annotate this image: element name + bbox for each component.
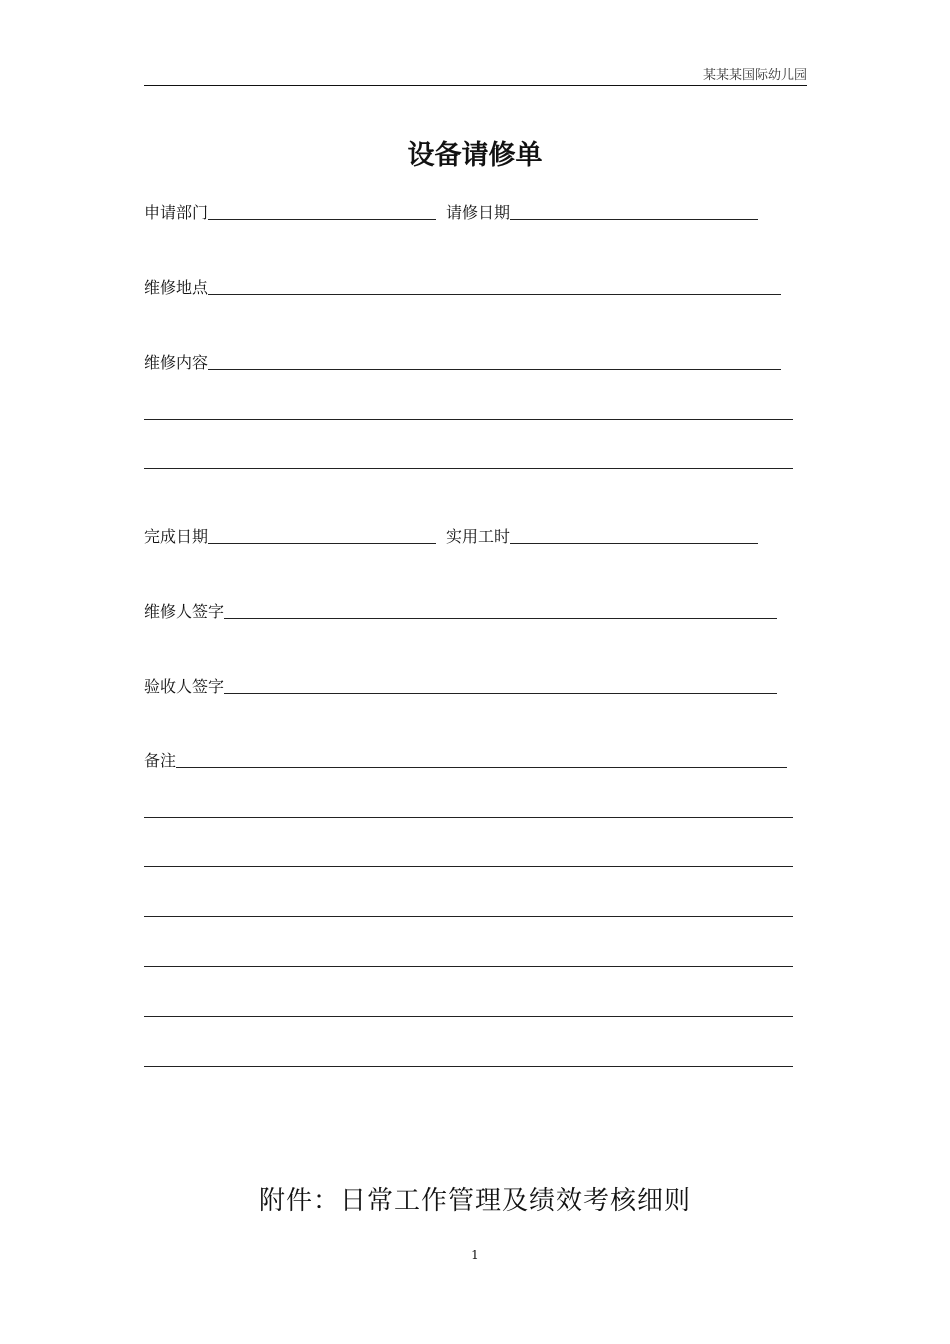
row-content — [144, 348, 781, 372]
actual-hours-label: 实用工时 — [446, 527, 511, 546]
remarks-extra-line[interactable] — [144, 1016, 793, 1017]
repairer-signature-input-line[interactable] — [224, 618, 777, 619]
completion-date-label: 完成日期 — [144, 527, 209, 546]
attachment-heading: 附件：日常工作管理及绩效考核细则 — [258, 1186, 691, 1216]
page-number: 1 — [471, 1248, 479, 1262]
remarks-extra-line[interactable] — [144, 1066, 793, 1067]
row-repairer-signature — [144, 597, 777, 621]
header-org-name: 某某某国际幼儿园 — [702, 68, 807, 83]
row-department-date — [144, 198, 758, 222]
remarks-extra-line[interactable] — [144, 966, 793, 967]
header-divider — [144, 85, 807, 86]
inspector-signature-input-line[interactable] — [224, 693, 777, 694]
content-extra-line[interactable] — [144, 468, 793, 469]
row-completion-hours — [144, 522, 758, 546]
remarks-extra-line[interactable] — [144, 916, 793, 917]
repairer-signature-label: 维修人签字 — [144, 602, 225, 621]
location-label: 维修地点 — [144, 278, 209, 297]
remarks-label: 备注 — [144, 751, 177, 770]
request-date-label: 请修日期 — [446, 203, 511, 222]
row-remarks — [144, 746, 787, 770]
request-date-input-line[interactable] — [510, 219, 758, 220]
actual-hours-input-line[interactable] — [510, 543, 758, 544]
department-label: 申请部门 — [144, 203, 209, 222]
location-input-line[interactable] — [208, 294, 781, 295]
content-input-line[interactable] — [208, 369, 781, 370]
department-input-line[interactable] — [208, 219, 436, 220]
row-location — [144, 273, 781, 297]
content-extra-line[interactable] — [144, 419, 793, 420]
remarks-input-line[interactable] — [176, 767, 787, 768]
content-label: 维修内容 — [144, 353, 209, 372]
form-title: 设备请修单 — [407, 140, 543, 171]
remarks-extra-line[interactable] — [144, 817, 793, 818]
row-inspector-signature — [144, 672, 777, 696]
inspector-signature-label: 验收人签字 — [144, 677, 225, 696]
remarks-extra-line[interactable] — [144, 866, 793, 867]
completion-date-input-line[interactable] — [208, 543, 436, 544]
